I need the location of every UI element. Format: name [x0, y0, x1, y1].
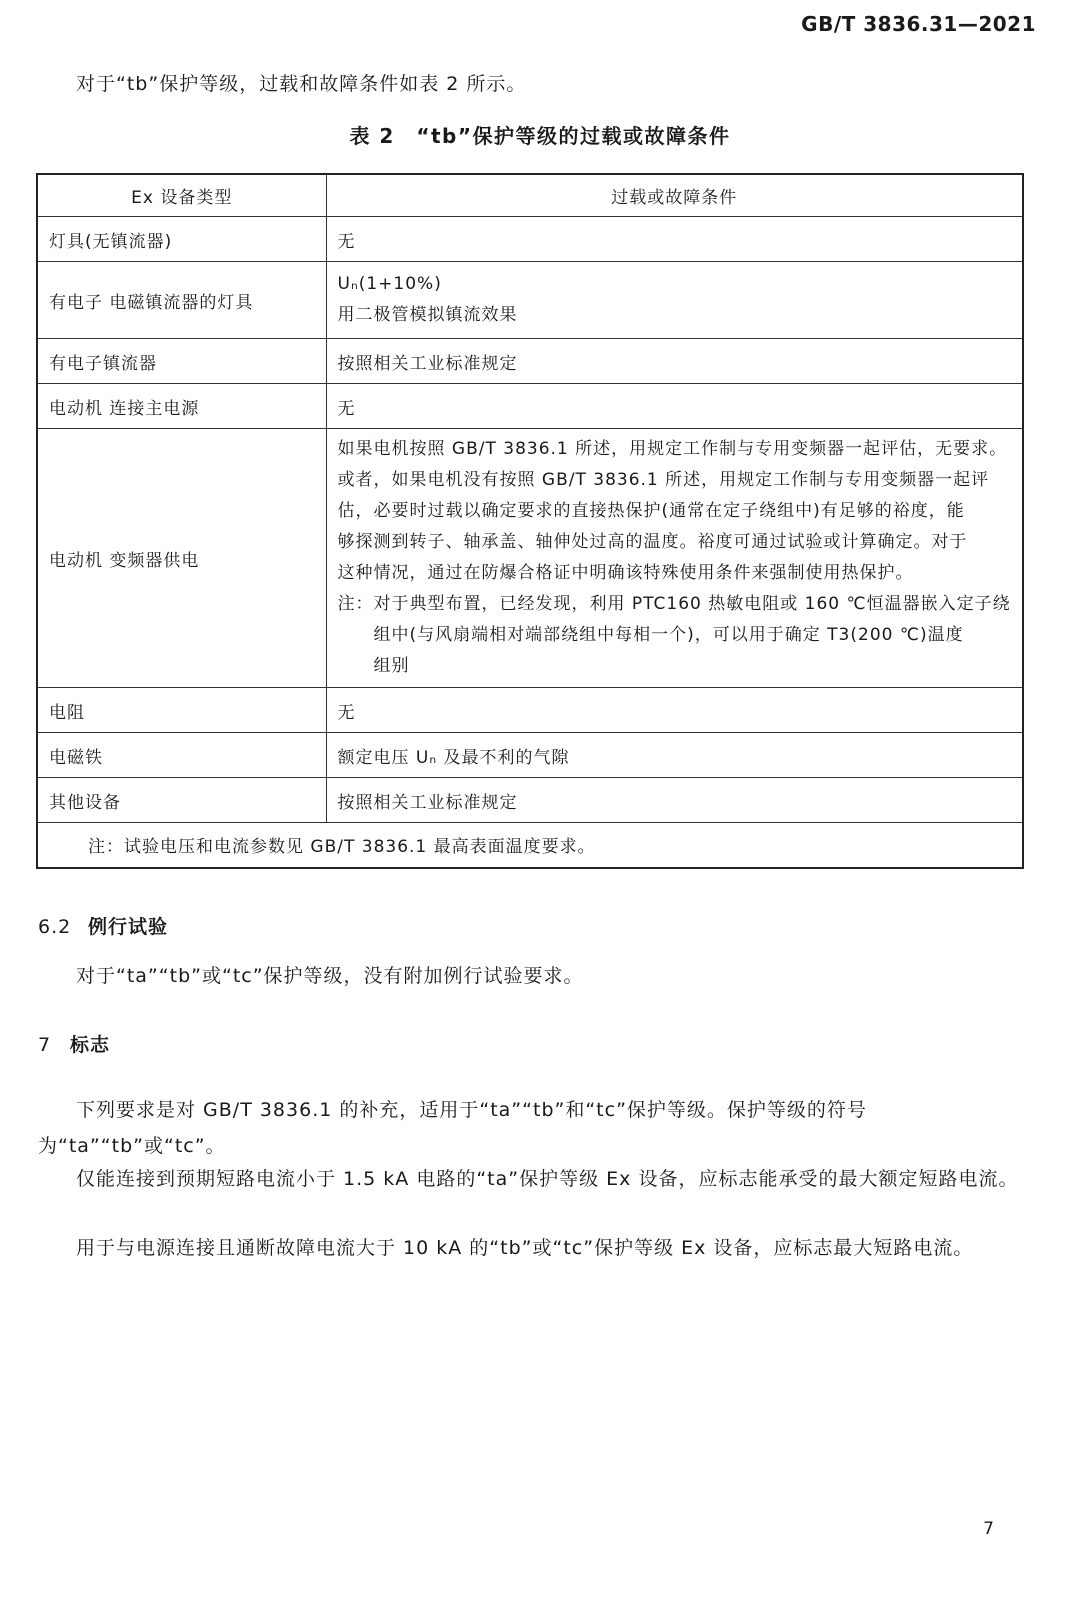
section-7-paragraph: 用于与电源连接且通断故障电流大于 10 kA 的“tb”或“tc”保护等级 Ex 设备，应标志最大短路电流。 — [76, 1237, 974, 1259]
condition-cell: 按照相关工业标准规定 — [326, 339, 1023, 384]
condition-line: 估，必要时过载以确定要求的直接热保护(通常在定子绕组中)有足够的裕度，能 — [337, 501, 965, 521]
device-type-cell: 电动机 变频器供电 — [37, 429, 326, 688]
table-row — [37, 384, 1023, 429]
header-device-type: Ex 设备类型 — [37, 174, 326, 217]
condition-line: Uₙ(1+10%) — [337, 274, 442, 294]
table-row — [37, 778, 1023, 823]
section-title: 例行试验 — [88, 916, 169, 938]
section-7-heading — [38, 1030, 110, 1057]
table-footnote-row — [37, 823, 1023, 868]
condition-line: 这种情况，通过在防爆合格证中明确该特殊使用条件来强制使用热保护。 — [337, 563, 914, 583]
device-type-cell: 电磁铁 — [37, 733, 326, 778]
note-line: 注：对于典型布置，已经发现，利用 PTC160 热敏电阻或 160 ℃恒温器嵌入定子绕 — [337, 594, 1011, 614]
table-footnote: 注：试验电压和电流参数见 GB/T 3836.1 最高表面温度要求。 — [37, 823, 1023, 868]
condition-cell: 无 — [326, 688, 1023, 733]
note-line: 组中(与风扇端相对端部绕组中每相一个)，可以用于确定 T3(200 ℃)温度 — [373, 625, 964, 645]
table-row — [37, 262, 1023, 339]
section-7-paragraph: 仅能连接到预期短路电流小于 1.5 kA 电路的“ta”保护等级 Ex 设备，应标志能承受的最大额定短路电流。 — [76, 1168, 1019, 1190]
page-number: 7 — [983, 1519, 994, 1539]
condition-line: 够探测到转子、轴承盖、轴伸处过高的温度。裕度可通过试验或计算确定。对于 — [337, 532, 968, 552]
table-header-row — [37, 174, 1023, 217]
device-type-cell: 灯具(无镇流器) — [37, 217, 326, 262]
note-line: 组别 — [373, 656, 410, 676]
header-conditions: 过载或故障条件 — [326, 174, 1023, 217]
device-type-cell: 其他设备 — [37, 778, 326, 823]
section-number: 7 — [38, 1034, 52, 1056]
condition-cell — [326, 429, 1023, 688]
condition-cell: 无 — [326, 217, 1023, 262]
intro-paragraph: 对于“tb”保护等级，过载和故障条件如表 2 所示。 — [76, 73, 527, 95]
standard-code: GB/T 3836.31—2021 — [801, 12, 1036, 36]
section-6-2-heading — [38, 912, 168, 939]
condition-line: 或者，如果电机没有按照 GB/T 3836.1 所述，用规定工作制与专用变频器一起评 — [337, 470, 990, 490]
condition-cell: 按照相关工业标准规定 — [326, 778, 1023, 823]
table-row — [37, 688, 1023, 733]
device-type-cell: 电阻 — [37, 688, 326, 733]
device-type-cell: 有电子 电磁镇流器的灯具 — [37, 262, 326, 339]
section-7-paragraph: 下列要求是对 GB/T 3836.1 的补充，适用于“ta”“tb”和“tc”保护等级。保护等级的符号为“ta”“tb”或“tc”。 — [38, 1099, 867, 1157]
device-type-cell: 电动机 连接主电源 — [37, 384, 326, 429]
condition-line: 用二极管模拟镇流效果 — [337, 305, 518, 325]
table-caption: 表 2 “tb”保护等级的过载或故障条件 — [349, 124, 731, 148]
condition-line: 如果电机按照 GB/T 3836.1 所述，用规定工作制与专用变频器一起评估，无要求。 — [337, 439, 1008, 459]
section-6-2-paragraph: 对于“ta”“tb”或“tc”保护等级，没有附加例行试验要求。 — [76, 965, 584, 987]
overload-conditions-table — [36, 173, 1024, 869]
table-row — [37, 429, 1023, 688]
table-row — [37, 217, 1023, 262]
table-row — [37, 733, 1023, 778]
section-number: 6.2 — [38, 916, 72, 938]
table-row — [37, 339, 1023, 384]
condition-cell: 无 — [326, 384, 1023, 429]
section-title: 标志 — [70, 1034, 111, 1056]
condition-cell — [326, 262, 1023, 339]
condition-cell: 额定电压 Uₙ 及最不利的气隙 — [326, 733, 1023, 778]
device-type-cell: 有电子镇流器 — [37, 339, 326, 384]
